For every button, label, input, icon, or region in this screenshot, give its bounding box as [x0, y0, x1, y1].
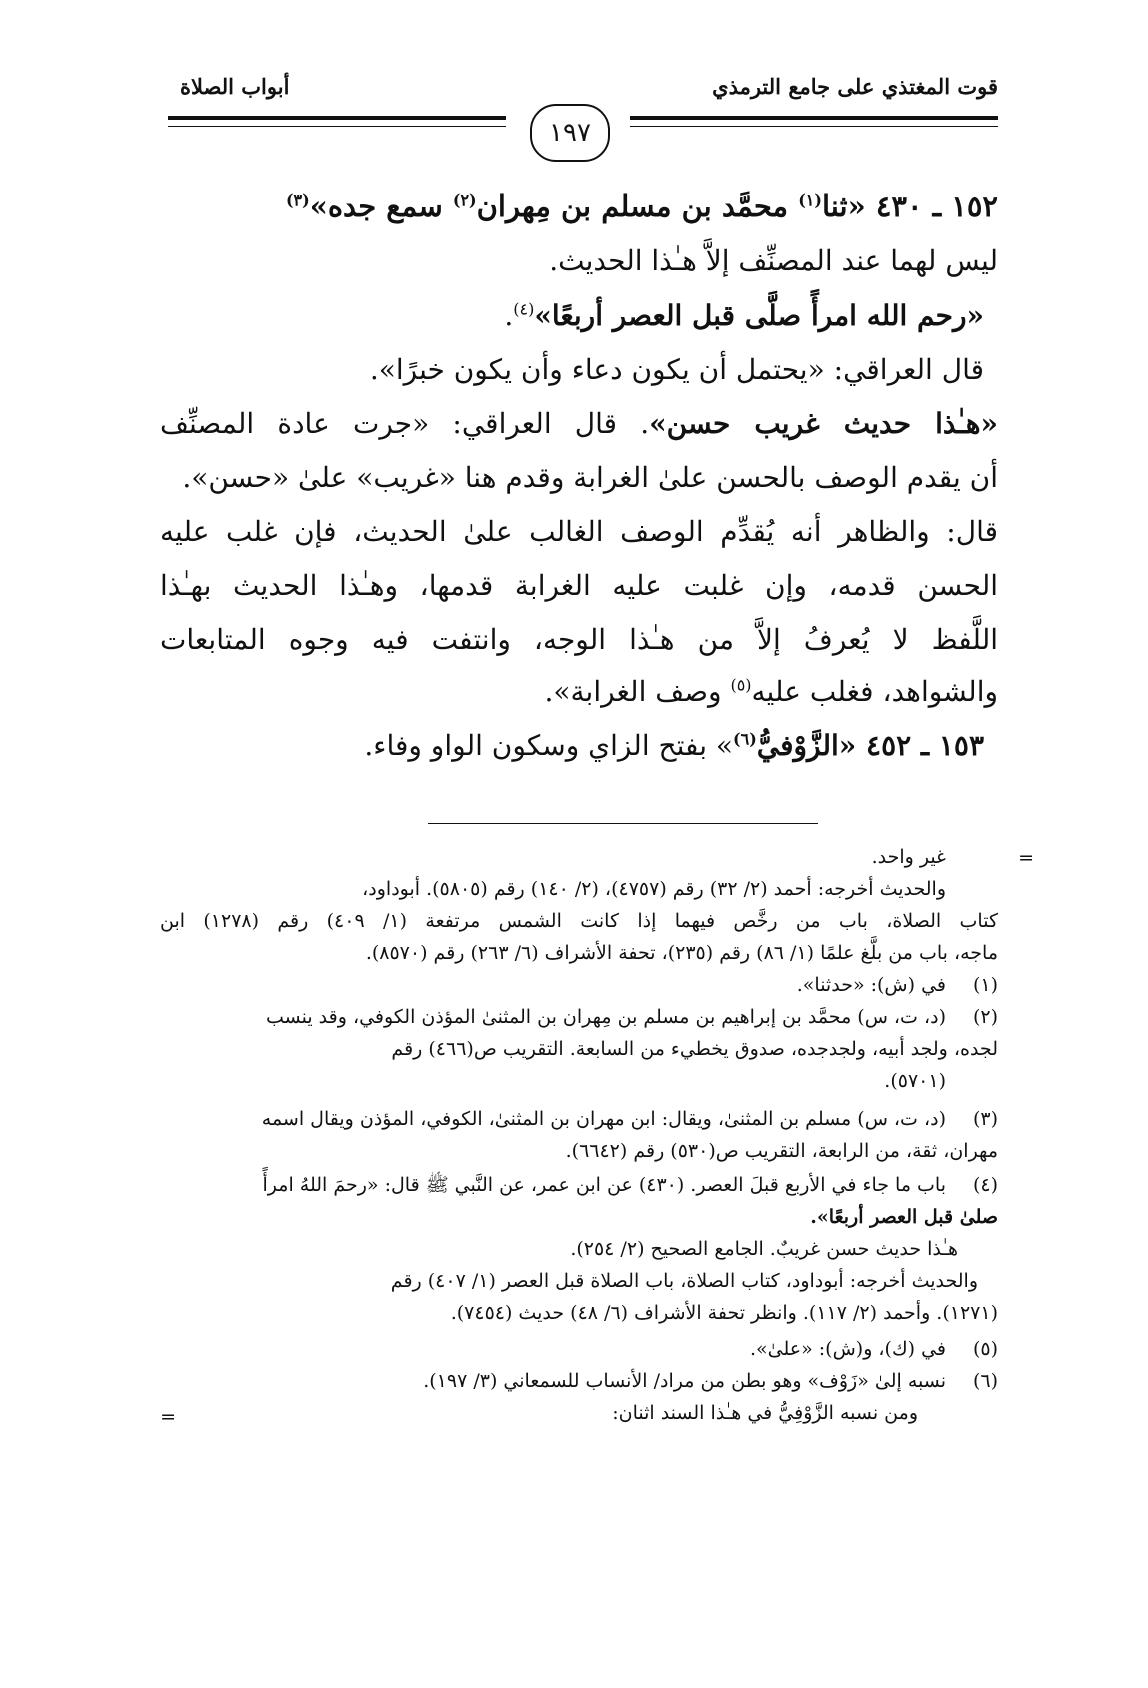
header-rule-right: [630, 116, 998, 120]
header-rule-left-thin: [168, 126, 506, 127]
text-line: قال: والظاهر أنه يُقدِّم الوصف الغالب علىٰ الحديث، فإن غلب عليه: [160, 515, 998, 548]
footnote-line: ماجه، باب من بلَّغ علمًا (١/ ٨٦) رقم (٢٣٥)، تحفة الأشراف (٦/ ٢٦٣) رقم (٨٥٧٠).: [365, 942, 998, 964]
text-line: أن يقدم الوصف بالحسن علىٰ الغرابة وقدم هنا «غريب» علىٰ «حسن».: [182, 461, 998, 494]
text-line: «هـٰذا حديث غريب حسن». قال العراقي: «جرت عادة المصنِّف: [160, 407, 999, 440]
footnote-number: (٢): [972, 1006, 998, 1028]
text-line: ليس لهما عند المصنِّف إلاَّ هـٰذا الحديث.: [549, 244, 998, 277]
footnote-text: والحديث أخرجه: أبوداود، كتاب الصلاة، باب الصلاة قبل العصر (١/ ٤٠٧) رقم: [390, 1270, 978, 1292]
text-line: والشواهد، فغلب عليه$^{(٥)}$ وصف الغرابة».: [544, 675, 998, 708]
footnote-text: باب ما جاء في الأربع قبلَ العصر. (٤٣٠) عن ابن عمر، عن النَّبي ﷺ قال: «رحمَ اللهُ امرأً: [262, 1174, 946, 1196]
footnote-text: هـٰذا حديث حسن غريبٌ. الجامع الصحيح (٢/ ٢٥٤).: [570, 1238, 958, 1260]
footnote-text: (د، ت، س) محمَّد بن إبراهيم بن مسلم بن مِهران بن المثنىٰ المؤذن الكوفي، وقد ينسب: [266, 1006, 946, 1028]
footnote-continuation: غير واحد.: [871, 846, 946, 868]
hadith-quote-line: «رحم الله امرأً صلَّى قبل العصر أربعًا»$^{(٤)}$.: [504, 299, 984, 332]
hadith-heading-153: ١٥٣ ـ ٤٥٢ «الزَّوْفيُّ$^{(٦)}$» بفتح الزاي وسكون الواو وفاء.: [364, 729, 984, 762]
continuation-mark: =: [1018, 847, 1034, 869]
footnote-text: لجده، ولجد أبيه، ولجدجده، صدوق يخطيء من السابعة. التقريب ص(٤٦٦) رقم: [391, 1038, 998, 1060]
footnote-text: في (ك)، و(ش): «علىٰ».: [749, 1338, 946, 1360]
continuation-mark: =: [160, 1406, 176, 1428]
footnote-number: (٥): [972, 1338, 998, 1360]
footnote-line: كتاب الصلاة، باب من رخَّص فيهما إذا كانت الشمس مرتفعة (١/ ٤٠٩) رقم (١٢٧٨) ابن: [160, 910, 998, 932]
footnote-line: والحديث أخرجه: أحمد (٢/ ٣٢) رقم (٤٧٥٧)، (٢/ ١٤٠) رقم (٥٨٠٥). أبوداود،: [362, 878, 946, 900]
footnote-number: (٣): [972, 1108, 998, 1130]
book-title-header: قوت المغتذي على جامع الترمذي: [712, 74, 998, 99]
text-line: اللَّفظ لا يُعرفُ إلاَّ من هـٰذا الوجه، وانتفت فيه وجوه المتابعات: [160, 623, 999, 656]
footnote-number: (٦): [972, 1370, 998, 1392]
hadith-heading-152: ١٥٢ ـ ٤٣٠ «ثنا$^{(١)}$ محمَّد بن مسلم بن مِهران$^{(٢)}$ سمع جده»$^{(٣)}$: [285, 189, 998, 223]
page-number: ١٩٧: [530, 104, 610, 162]
footnote-text: نسبه إلىٰ «زَوْف» وهو بطن من مراد/ الأنساب للسمعاني (٣/ ١٩٧).: [423, 1370, 946, 1392]
footnote-number: (١): [972, 974, 998, 996]
footnote-text: صلىٰ قبل العصر أربعًا».: [810, 1206, 998, 1228]
footnote-text: (١٢٧١). وأحمد (٢/ ١١٧). وانظر تحفة الأشراف (٦/ ٤٨) حديث (٧٤٥٤).: [450, 1302, 998, 1324]
footnote-separator: [428, 823, 818, 824]
header-rule-right-thin: [630, 126, 998, 127]
footnote-text: مهران، ثقة، من الرابعة، التقريب ص(٥٣٠) رقم (٦٦٤٢).: [565, 1140, 998, 1162]
footnote-text: ومن نسبه الزَّوْفِيُّ في هـٰذا السند اثنان:: [612, 1402, 918, 1424]
footnote-text: (د، ت، س) مسلم بن المثنىٰ، ويقال: ابن مهران بن المثنىٰ، الكوفي، المؤذن ويقال اسمه: [261, 1108, 946, 1130]
footnote-text: في (ش): «حدثنا».: [796, 974, 946, 996]
footnote-number: (٤): [972, 1174, 998, 1196]
section-title-header: أبواب الصلاة: [180, 74, 290, 99]
text-line: قال العراقي: «يحتمل أن يكون دعاء وأن يكون خبرًا».: [369, 353, 984, 386]
header-rule-left: [168, 116, 506, 120]
text-line: الحسن قدمه، وإن غلبت عليه الغرابة قدمها، وهـٰذا الحديث بهـٰذا: [160, 569, 999, 602]
footnote-text: (٥٧٠١).: [884, 1070, 946, 1092]
